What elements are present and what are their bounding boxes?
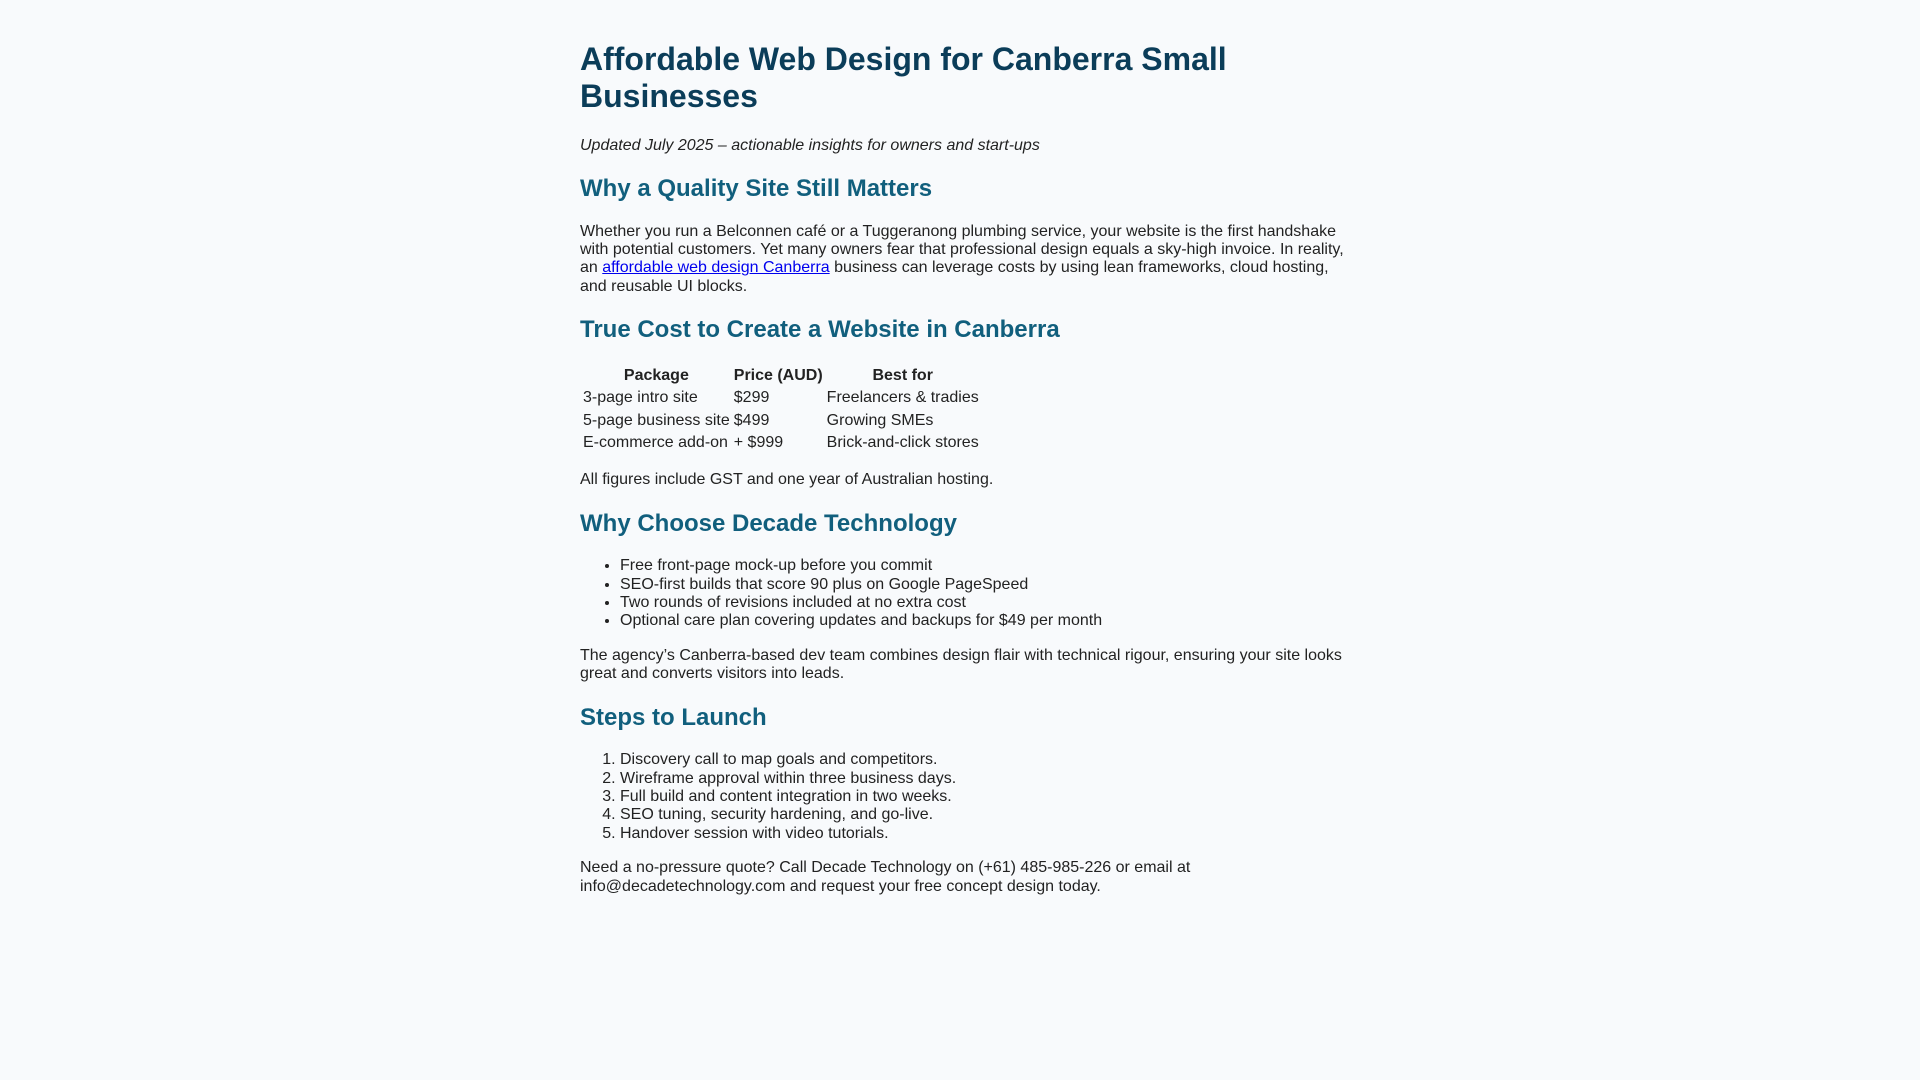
article xyxy=(580,0,1345,896)
page-title: Affordable Web Design for Canberra Small Businesses xyxy=(580,41,1227,114)
list-item: • Free front-page mock-up before you commit xyxy=(620,557,1345,575)
table-cell-package: 5-page business site xyxy=(583,411,730,429)
quality-text-before: Whether you run a Belconnen café or a Tuggeranong plumbing service, your website is the first handshake with potential customers. Yet many owners fear that professional design equals a sky-high invoice. In reality, an xyxy=(580,222,1344,277)
section-heading-cost: True Cost to Create a Website in Canberra xyxy=(580,316,1060,344)
list-item: • Optional care plan covering updates and backups for $49 per month xyxy=(620,612,1345,630)
affordable-web-design-link[interactable]: affordable web design Canberra xyxy=(602,259,830,277)
table-row xyxy=(582,411,980,431)
steps-list xyxy=(580,751,1345,843)
table-cell-price: $499 xyxy=(733,411,770,429)
table-cell-price: $299 xyxy=(733,389,770,407)
section-heading-quality: Why a Quality Site Still Matters xyxy=(580,174,933,202)
pricing-note: All figures include GST and one year of Australian hosting. xyxy=(580,471,994,489)
pricing-table xyxy=(580,364,982,456)
table-cell-price: + $999 xyxy=(733,433,784,451)
quality-paragraph xyxy=(580,223,1345,297)
list-item: 2. Wireframe approval within three business days. xyxy=(620,770,1345,788)
table-cell-best-for: Freelancers & tradies xyxy=(826,389,979,407)
table-cell-best-for: Growing SMEs xyxy=(826,411,934,429)
list-item: • Two rounds of revisions included at no extra cost xyxy=(620,594,1345,612)
list-item: • SEO-first builds that score 90 plus on Google PageSpeed xyxy=(620,576,1345,594)
list-item: 5. Handover session with video tutorials. xyxy=(620,825,1345,843)
section-heading-steps: Steps to Launch xyxy=(580,703,767,731)
table-cell-package: 3-page intro site xyxy=(583,389,698,407)
closing-paragraph: Need a no-pressure quote? Call Decade Technology on (+61) 485-985-226 or email at info@decadetechnology.com and request your free concept design today. xyxy=(580,859,1191,895)
section-heading-why-choose: Why Choose Decade Technology xyxy=(580,509,957,537)
table-row xyxy=(582,388,980,408)
subtitle: Updated July 2025 – actionable insights for owners and start-ups xyxy=(580,136,1040,154)
table-cell-package: E-commerce add-on xyxy=(583,433,728,451)
pricing-header-package: Package xyxy=(623,366,689,384)
list-item: 1. Discovery call to map goals and competitors. xyxy=(620,751,1345,769)
quality-text-after: business can leverage costs by using lean frameworks, cloud hosting, and reusable UI blocks. xyxy=(580,259,1329,295)
benefits-list xyxy=(580,557,1345,631)
table-row xyxy=(582,433,980,453)
pricing-table-header-row xyxy=(582,366,980,386)
pricing-header-price: Price (AUD) xyxy=(733,366,823,384)
pricing-header-best-for: Best for xyxy=(872,366,933,384)
list-item: 4. SEO tuning, security hardening, and go-live. xyxy=(620,806,1345,824)
agency-paragraph: The agency’s Canberra-based dev team combines design flair with technical rigour, ensuring your site looks great and converts visitors into leads. xyxy=(580,646,1342,683)
list-item: 3. Full build and content integration in two weeks. xyxy=(620,788,1345,806)
table-cell-best-for: Brick-and-click stores xyxy=(826,433,979,451)
